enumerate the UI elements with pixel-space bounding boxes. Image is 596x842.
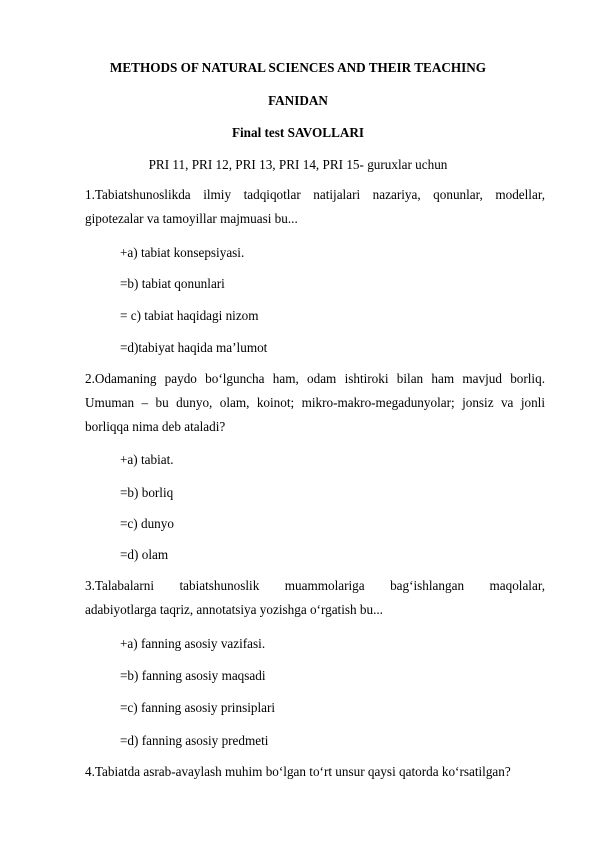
question-2-line-1: 2.Odamaning paydo bo‘lguncha ham, odam ishtiroki bilan ham mavjud borliq. [85, 371, 545, 386]
question-1-line-2: gipotezalar va tamoyillar majmuasi bu... [85, 211, 298, 226]
title-line-2: FANIDAN [268, 93, 328, 108]
question-2-line-2: Umuman – bu dunyo, olam, koinot; mikro-makro-megadunyolar; jonsiz va jonli [85, 395, 545, 410]
question-3-option-d: =d) fanning asosiy predmeti [120, 733, 269, 748]
question-1-option-a: +a) tabiat konsepsiyasi. [120, 245, 245, 260]
question-1-option-b: =b) tabiat qonunlari [120, 276, 225, 291]
question-1 [85, 187, 545, 227]
question-3-line-2: adabiyotlarga taqriz, annotatsiya yozishga o‘rgatish bu... [85, 602, 383, 617]
question-3-option-b: =b) fanning asosiy maqsadi [120, 668, 266, 683]
question-1-option-c: = c) tabiat haqidagi nizom [120, 308, 259, 323]
question-2-option-b: =b) borliq [120, 485, 174, 500]
question-4: 4.Tabiatda asrab-avaylash muhim bo‘lgan to‘rt unsur qaysi qatorda ko‘rsatilgan? [85, 764, 511, 779]
question-2-option-a: +a) tabiat. [120, 452, 174, 467]
question-1-option-d: =d)tabiyat haqida ma’lumot [120, 340, 268, 355]
question-3-option-a: +a) fanning asosiy vazifasi. [120, 636, 266, 651]
question-3-line-1: 3.Talabalarni tabiatshunoslik muammolariga bag‘ishlangan maqolalar, [85, 578, 545, 593]
question-3 [85, 578, 545, 618]
question-2-option-d: =d) olam [120, 547, 169, 562]
subtitle: Final test SAVOLLARI [231, 125, 365, 140]
question-3-option-c: =c) fanning asosiy prinsiplari [120, 700, 276, 715]
question-2-option-c: =c) dunyo [120, 516, 174, 531]
question-1-line-1: 1.Tabiatshunoslikda ilmiy tadqiqotlar natijalari nazariya, qonunlar, modellar, [85, 187, 545, 202]
question-2-line-3: borliqqa nima deb ataladi? [85, 419, 226, 434]
title-line-1: METHODS OF NATURAL SCIENCES AND THEIR TEACHING [109, 60, 487, 75]
groups-line: PRI 11, PRI 12, PRI 13, PRI 14, PRI 15- guruxlar uchun [148, 157, 448, 172]
question-2 [85, 371, 545, 435]
